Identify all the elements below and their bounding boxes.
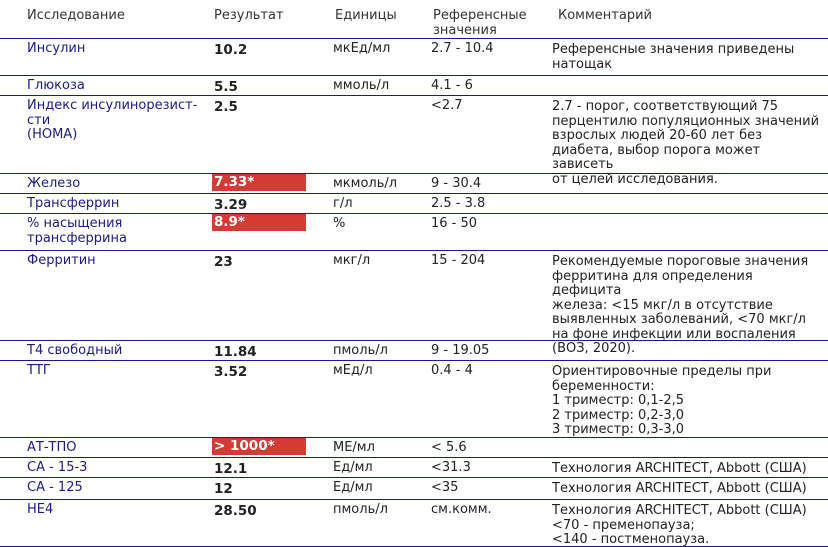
test-name	[27, 441, 209, 456]
comment-line: натощак	[552, 56, 613, 72]
table-row	[0, 477, 828, 499]
result-unit: пмоль/л	[333, 502, 388, 517]
table-row	[0, 457, 828, 477]
table-row	[0, 499, 828, 547]
result-value: 23	[214, 254, 233, 270]
comment-line: железа: <15 мкг/л в отсутствие	[552, 297, 773, 313]
result-value: 10.2	[214, 42, 248, 58]
comment-line: диабета, выбор порога может зависеть	[552, 142, 761, 172]
test-name-line: Трансферрин	[27, 196, 120, 211]
test-name-line: СА - 125	[27, 480, 83, 495]
header-ref	[433, 8, 527, 38]
comment-line: Рекомендуемые пороговые значения	[552, 254, 809, 269]
reference-range: 2.7 - 10.4	[431, 41, 494, 56]
header-units: Единицы	[335, 8, 397, 23]
result-value-abnormal: > 1000*	[212, 438, 306, 455]
result-value-abnormal: 8.9*	[212, 214, 306, 231]
result-unit: мкмоль/л	[333, 176, 398, 191]
table-row	[0, 213, 828, 250]
test-name	[27, 344, 209, 359]
test-name-line: Ферритин	[27, 253, 96, 268]
comment-line: Референсные значения приведены	[552, 42, 795, 57]
test-name-line: АТ-ТПО	[27, 440, 77, 455]
header-result: Результат	[214, 8, 284, 23]
comment-line: взрослых людей 20-60 лет без	[552, 128, 762, 143]
test-name-line: Т4 свободный	[27, 343, 123, 358]
result-unit: мкЕд/мл	[333, 41, 391, 56]
result-unit: г/л	[333, 196, 353, 211]
result-unit: мкг/л	[333, 253, 371, 268]
comment-line: (ВОЗ, 2020).	[552, 341, 636, 356]
table-row	[0, 193, 828, 213]
comment-line: Технология ARCHITECT, Abbott (США)	[552, 503, 807, 518]
comment-line: <140 - постменопауза.	[552, 532, 710, 547]
reference-range: <31.3	[431, 460, 471, 475]
comment-line: 2 триместр: 0,2-3,0	[552, 407, 685, 423]
reference-range: < 5.6	[431, 440, 467, 455]
comment	[552, 462, 824, 477]
test-name-line: НЕ4	[27, 502, 54, 517]
result-value-abnormal: 7.33*	[212, 174, 306, 191]
comment-line: <70 - пременопауза;	[552, 517, 695, 533]
header-study: Исследование	[27, 8, 125, 23]
test-name	[27, 364, 209, 379]
result-value: 12.1	[214, 461, 248, 477]
test-name-line: трансферрина	[27, 230, 127, 246]
reference-range: 9 - 30.4	[431, 176, 482, 191]
comment-line: Технология ARCHITECT, Abbott (США)	[552, 481, 807, 496]
test-name-line: Глюкоза	[27, 78, 85, 93]
test-name	[27, 79, 209, 94]
test-name	[27, 461, 209, 476]
reference-range: 0.4 - 4	[431, 363, 473, 378]
result-value: 28.50	[214, 503, 257, 519]
test-name-line: (HOMA)	[27, 127, 78, 142]
reference-range: 4.1 - 6	[431, 78, 473, 93]
comment-line: Технология ARCHITECT, Abbott (США)	[552, 461, 807, 476]
result-unit: мЕд/л	[333, 363, 373, 378]
table-row	[0, 360, 828, 437]
result-unit: МЕ/мл	[333, 440, 375, 455]
table-row	[0, 437, 828, 457]
test-name	[27, 42, 209, 57]
table-row	[0, 340, 828, 360]
test-name	[27, 254, 209, 269]
result-unit: ммоль/л	[333, 78, 390, 93]
test-name-line: % насыщения	[27, 216, 123, 231]
comment	[552, 504, 824, 547]
result-value: 3.52	[214, 364, 248, 380]
result-unit: пмоль/л	[333, 343, 388, 358]
result-unit: Ед/мл	[333, 480, 373, 495]
test-name-line: Железо	[27, 176, 81, 191]
comment	[552, 43, 824, 72]
comment-line: перцентилю популяционных значений	[552, 113, 820, 129]
result-unit: Ед/мл	[333, 460, 373, 475]
comment-line: беременности:	[552, 378, 655, 394]
comment-line: 2.7 - порог, соответствующий 75	[552, 99, 779, 114]
test-name	[27, 197, 209, 212]
reference-range: 16 - 50	[431, 216, 478, 231]
header-ref-line-2: значения	[433, 23, 497, 38]
comment-line: на фоне инфекции или воспаления	[552, 326, 796, 342]
table-row	[0, 38, 828, 75]
result-unit: %	[333, 216, 346, 231]
reference-range: 2.5 - 3.8	[431, 196, 486, 211]
reference-range: 15 - 204	[431, 253, 486, 268]
reference-range: 9 - 19.05	[431, 343, 490, 358]
comment-line: от целей исследования.	[552, 171, 718, 187]
comment-line: Ориентировочные пределы при	[552, 364, 772, 379]
table-row	[0, 173, 828, 193]
comment-line: 1 триместр: 0,1-2,5	[552, 393, 685, 408]
comment-line: ферритина для определения дефицита	[552, 268, 753, 298]
header-ref-line-1: Референсные	[433, 8, 527, 23]
result-value: 11.84	[214, 344, 257, 360]
test-name	[27, 177, 209, 192]
test-name-line: ТТГ	[27, 363, 51, 378]
result-value: 5.5	[214, 79, 238, 95]
comment	[552, 482, 824, 497]
test-name-line: СА - 15-3	[27, 460, 88, 475]
comment	[552, 365, 824, 438]
test-name-line: Инсулин	[27, 41, 86, 56]
test-name	[27, 503, 209, 518]
test-name-line: Индекс инсулинорезист-сти	[27, 98, 198, 128]
reference-range: см.комм.	[431, 502, 492, 517]
reference-range: <35	[431, 480, 459, 495]
comment-line: 3 триместр: 0,3-3,0	[552, 422, 685, 437]
test-name	[27, 217, 209, 246]
header-comment: Комментарий	[558, 8, 652, 23]
table-row	[0, 75, 828, 95]
reference-range: <2.7	[431, 98, 463, 113]
result-value: 3.29	[214, 197, 248, 213]
result-value: 12	[214, 481, 233, 497]
test-name	[27, 99, 209, 143]
result-value: 2.5	[214, 99, 238, 115]
test-name	[27, 481, 209, 496]
comment-line: выявленных заболеваний, <70 мкг/л	[552, 312, 806, 327]
